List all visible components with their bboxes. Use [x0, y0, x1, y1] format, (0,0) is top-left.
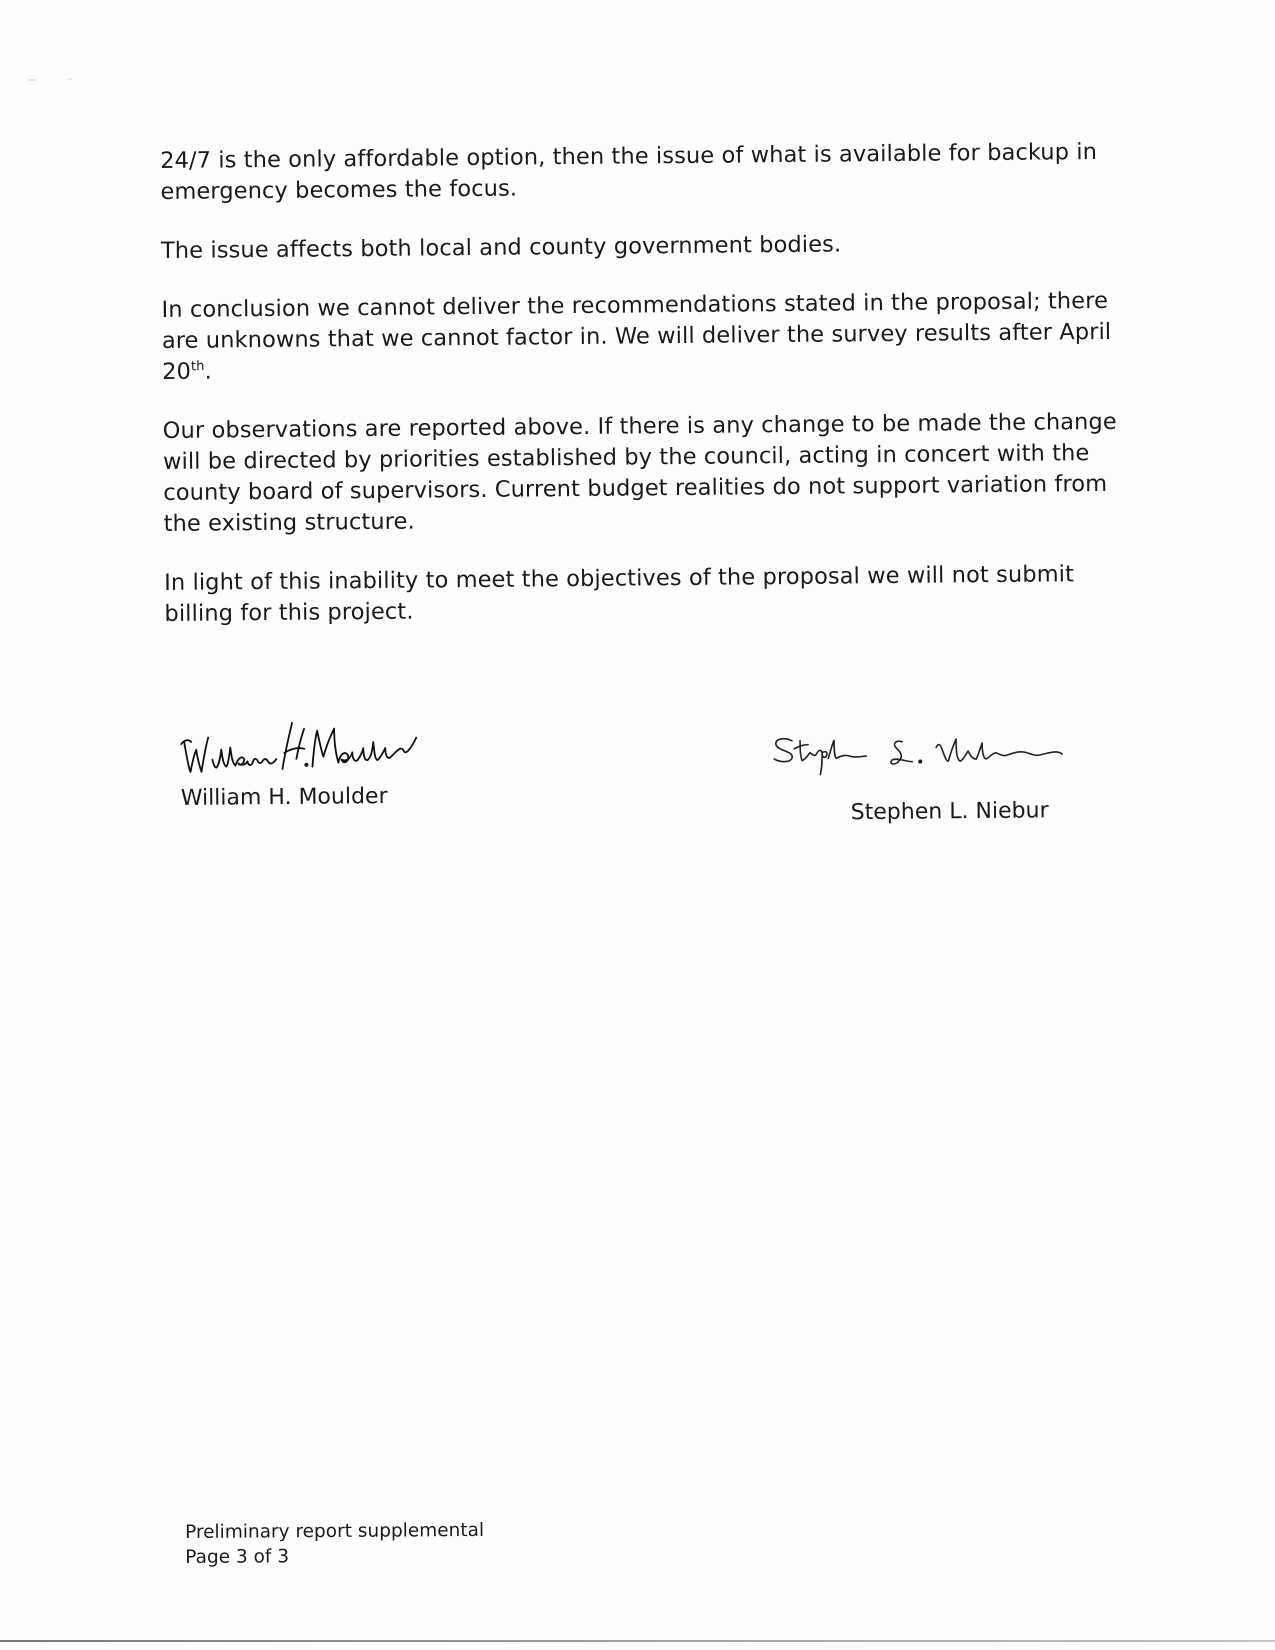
paragraph-observations: [163, 407, 1124, 540]
paragraph-text: In light of this inability to meet the objectives of the proposal we will not submit billing for this project.: [164, 561, 1075, 627]
ordinal-superscript: th: [190, 359, 205, 375]
signature-block-moulder: [180, 717, 481, 811]
handwritten-signature-niebur: [770, 732, 1090, 779]
signatory-name-niebur: Stephen L. Niebur: [850, 798, 1049, 826]
footer-report-title: Preliminary report supplemental: [185, 1519, 485, 1543]
paragraph-government-bodies: [161, 227, 1121, 267]
scan-edge-line: [0, 1640, 1275, 1642]
paragraph-conclusion: [161, 286, 1122, 388]
paragraph-backup-emergency: [160, 137, 1121, 208]
scan-artifact: [28, 78, 88, 82]
paragraph-text: Our observations are reported above. If there is any change to be made the change will be directed by priorities established by the council, acting in concert with the county board of supervisors. Current budget realities do not support variation from the existing structure.: [162, 408, 1117, 537]
signatory-name-moulder: William H. Moulder: [180, 784, 388, 811]
paragraph-text: The issue affects both local and county government bodies.: [160, 231, 842, 264]
letter-body: [160, 137, 1125, 658]
handwritten-signature-moulder: [180, 717, 481, 780]
signature-block-niebur: [770, 732, 1091, 826]
paragraph-billing: [164, 559, 1125, 630]
paragraph-text: 24/7 is the only affordable option, then the issue of what is available for backup in emergency becomes the focus.: [160, 139, 1098, 205]
paragraph-suffix: .: [204, 358, 212, 385]
footer-page-number: Page 3 of 3: [185, 1546, 290, 1568]
page-footer: [185, 1518, 484, 1570]
paragraph-text: In conclusion we cannot deliver the recommendations stated in the proposal; there are unknowns that we cannot factor in. We will deliver the survey results after April 20: [161, 287, 1112, 385]
